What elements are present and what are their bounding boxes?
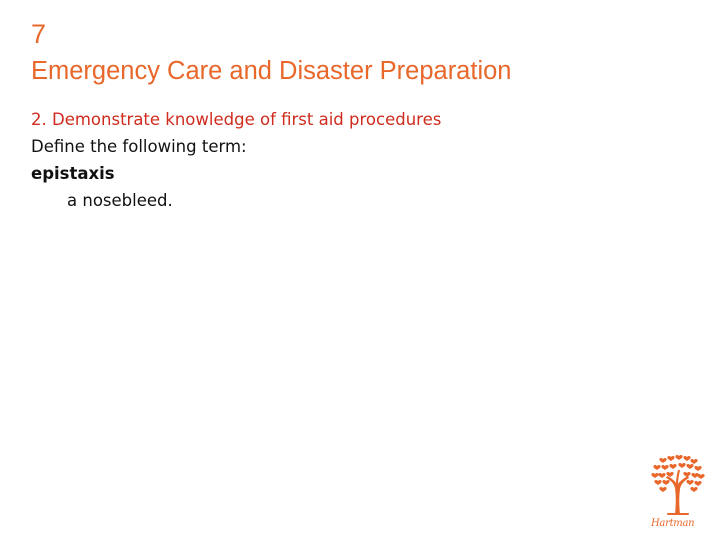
term: epistaxis [31,164,115,183]
logo-wordmark: Hartman [651,518,695,529]
heart-tree-icon [641,452,713,518]
slide-content [31,106,441,214]
learning-objective: 2. Demonstrate knowledge of first aid procedures [31,110,442,129]
definition-prompt: Define the following term: [31,137,247,156]
chapter-title: Emergency Care and Disaster Preparation [31,57,512,85]
chapter-number: 7 [31,19,47,49]
hartman-logo [641,452,713,532]
term-definition: a nosebleed. [67,191,173,210]
